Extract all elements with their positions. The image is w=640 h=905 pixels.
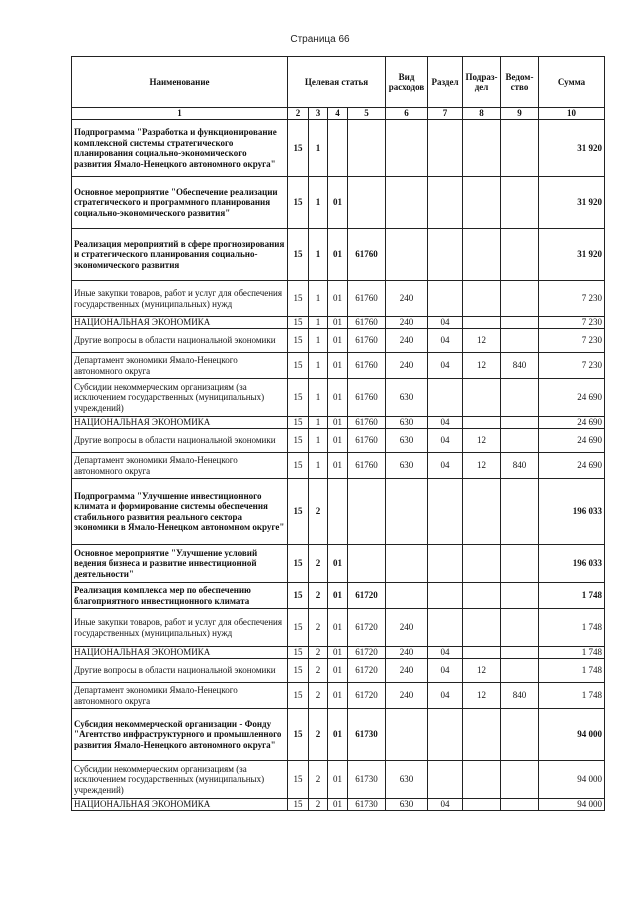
target-code-cell <box>348 479 386 545</box>
vedomstvo-cell: 840 <box>501 683 539 709</box>
target-code-cell: 61720 <box>348 659 386 683</box>
sum-cell: 1 748 <box>539 659 605 683</box>
vedomstvo-cell <box>501 417 539 429</box>
razdel-cell: 04 <box>428 317 463 329</box>
target-code-cell: 1 <box>309 317 328 329</box>
target-code-cell: 15 <box>288 709 309 761</box>
podrazdel-cell <box>463 229 501 281</box>
table-row <box>72 479 605 545</box>
vid-cell: 630 <box>386 417 428 429</box>
target-code-cell: 15 <box>288 799 309 811</box>
razdel-cell: 04 <box>428 683 463 709</box>
sum-cell: 1 748 <box>539 647 605 659</box>
target-code-cell: 01 <box>328 659 348 683</box>
row-name-cell: Реализация комплекса мер по обеспечению благоприятного инвестиционного климата <box>72 583 288 609</box>
target-code-cell: 1 <box>309 177 328 229</box>
table-row <box>72 229 605 281</box>
header-summa: Сумма <box>539 57 605 108</box>
header-row <box>72 57 605 108</box>
vedomstvo-cell <box>501 647 539 659</box>
vid-cell: 630 <box>386 799 428 811</box>
sum-cell: 1 748 <box>539 683 605 709</box>
table-row <box>72 583 605 609</box>
target-code-cell: 2 <box>309 659 328 683</box>
razdel-cell <box>428 479 463 545</box>
razdel-cell: 04 <box>428 429 463 453</box>
podrazdel-cell: 12 <box>463 429 501 453</box>
razdel-cell <box>428 379 463 417</box>
table-row <box>72 709 605 761</box>
row-name-cell: Иные закупки товаров, работ и услуг для обеспечения государственных (муниципальных) нужд <box>72 281 288 317</box>
target-code-cell: 61720 <box>348 683 386 709</box>
table-row <box>72 429 605 453</box>
header-target: Целевая статья <box>288 57 386 108</box>
col-number: 4 <box>328 108 348 120</box>
target-code-cell: 1 <box>309 229 328 281</box>
podrazdel-cell <box>463 317 501 329</box>
vedomstvo-cell <box>501 229 539 281</box>
target-code-cell: 1 <box>309 429 328 453</box>
sum-cell: 24 690 <box>539 429 605 453</box>
vedomstvo-cell <box>501 479 539 545</box>
table-row <box>72 317 605 329</box>
target-code-cell: 61760 <box>348 317 386 329</box>
sum-cell: 1 748 <box>539 583 605 609</box>
vid-cell: 240 <box>386 281 428 317</box>
row-name-cell: Основное мероприятие "Улучшение условий ведения бизнеса и развитие инвестиционной деятельности" <box>72 545 288 583</box>
target-code-cell: 15 <box>288 281 309 317</box>
row-name-cell: НАЦИОНАЛЬНАЯ ЭКОНОМИКА <box>72 647 288 659</box>
vedomstvo-cell <box>501 583 539 609</box>
target-code-cell: 15 <box>288 429 309 453</box>
sum-cell: 24 690 <box>539 417 605 429</box>
row-name-cell: Департамент экономики Ямало-Ненецкого автономного округа <box>72 683 288 709</box>
row-name-cell: Подпрограмма "Разработка и функционирование комплексной системы стратегического планирования социально-экономического развития Ямало-Ненецкого автономного округа" <box>72 120 288 177</box>
target-code-cell: 61730 <box>348 799 386 811</box>
razdel-cell: 04 <box>428 353 463 379</box>
row-name-cell: Субсидии некоммерческим организациям (за исключением государственных (муниципальных) учреждений) <box>72 379 288 417</box>
target-code-cell: 01 <box>328 177 348 229</box>
target-code-cell: 01 <box>328 761 348 799</box>
column-number-row <box>72 108 605 120</box>
vid-cell: 240 <box>386 329 428 353</box>
target-code-cell: 2 <box>309 799 328 811</box>
target-code-cell: 2 <box>309 545 328 583</box>
table-row <box>72 453 605 479</box>
vid-cell: 630 <box>386 453 428 479</box>
col-number: 5 <box>348 108 386 120</box>
razdel-cell <box>428 177 463 229</box>
table-row <box>72 609 605 647</box>
col-number: 2 <box>288 108 309 120</box>
budget-table <box>71 56 605 811</box>
row-name-cell: Другие вопросы в области национальной экономики <box>72 429 288 453</box>
vid-cell: 630 <box>386 429 428 453</box>
podrazdel-cell <box>463 417 501 429</box>
target-code-cell: 2 <box>309 583 328 609</box>
sum-cell: 7 230 <box>539 281 605 317</box>
table-body <box>72 120 605 811</box>
col-number: 9 <box>501 108 539 120</box>
target-code-cell <box>348 120 386 177</box>
vid-cell: 240 <box>386 683 428 709</box>
page-label: Страница 66 <box>290 34 350 45</box>
target-code-cell: 01 <box>328 281 348 317</box>
target-code-cell: 61760 <box>348 329 386 353</box>
sum-cell: 7 230 <box>539 317 605 329</box>
target-code-cell: 61720 <box>348 647 386 659</box>
row-name-cell: Другие вопросы в области национальной экономики <box>72 659 288 683</box>
target-code-cell: 15 <box>288 659 309 683</box>
podrazdel-cell: 12 <box>463 453 501 479</box>
target-code-cell <box>348 177 386 229</box>
target-code-cell <box>328 120 348 177</box>
target-code-cell: 01 <box>328 583 348 609</box>
target-code-cell: 15 <box>288 583 309 609</box>
sum-cell: 7 230 <box>539 353 605 379</box>
row-name-cell: Департамент экономики Ямало-Ненецкого автономного округа <box>72 453 288 479</box>
vedomstvo-cell <box>501 120 539 177</box>
sum-cell: 31 920 <box>539 229 605 281</box>
vid-cell <box>386 709 428 761</box>
razdel-cell <box>428 545 463 583</box>
sum-cell: 196 033 <box>539 479 605 545</box>
podrazdel-cell <box>463 709 501 761</box>
target-code-cell: 61760 <box>348 281 386 317</box>
vid-cell <box>386 177 428 229</box>
podrazdel-cell <box>463 761 501 799</box>
target-code-cell: 1 <box>309 417 328 429</box>
vid-cell <box>386 120 428 177</box>
row-name-cell: Иные закупки товаров, работ и услуг для обеспечения государственных (муниципальных) нужд <box>72 609 288 647</box>
podrazdel-cell <box>463 545 501 583</box>
vid-cell: 240 <box>386 609 428 647</box>
target-code-cell: 01 <box>328 417 348 429</box>
target-code-cell: 2 <box>309 647 328 659</box>
target-code-cell: 01 <box>328 229 348 281</box>
vedomstvo-cell <box>501 659 539 683</box>
row-name-cell: НАЦИОНАЛЬНАЯ ЭКОНОМИКА <box>72 799 288 811</box>
target-code-cell: 61730 <box>348 709 386 761</box>
target-code-cell: 01 <box>328 647 348 659</box>
row-name-cell: НАЦИОНАЛЬНАЯ ЭКОНОМИКА <box>72 417 288 429</box>
sum-cell: 94 000 <box>539 709 605 761</box>
target-code-cell: 01 <box>328 353 348 379</box>
target-code-cell: 2 <box>309 683 328 709</box>
table-row <box>72 177 605 229</box>
vedomstvo-cell <box>501 281 539 317</box>
row-name-cell: Субсидия некоммерческой организации - Фонду "Агентство инфраструктурного и промышленного развития Ямало-Ненецкого автономного округа" <box>72 709 288 761</box>
target-code-cell: 15 <box>288 453 309 479</box>
target-code-cell: 61720 <box>348 609 386 647</box>
row-name-cell: НАЦИОНАЛЬНАЯ ЭКОНОМИКА <box>72 317 288 329</box>
target-code-cell: 01 <box>328 545 348 583</box>
razdel-cell: 04 <box>428 799 463 811</box>
vid-cell: 630 <box>386 761 428 799</box>
target-code-cell: 2 <box>309 609 328 647</box>
target-code-cell: 1 <box>309 353 328 379</box>
target-code-cell: 15 <box>288 609 309 647</box>
sum-cell: 94 000 <box>539 799 605 811</box>
row-name-cell: Другие вопросы в области национальной экономики <box>72 329 288 353</box>
razdel-cell <box>428 229 463 281</box>
sum-cell: 196 033 <box>539 545 605 583</box>
target-code-cell: 01 <box>328 379 348 417</box>
sum-cell: 31 920 <box>539 120 605 177</box>
vedomstvo-cell <box>501 545 539 583</box>
podrazdel-cell <box>463 479 501 545</box>
podrazdel-cell: 12 <box>463 659 501 683</box>
target-code-cell: 61760 <box>348 379 386 417</box>
sum-cell: 24 690 <box>539 379 605 417</box>
target-code-cell: 1 <box>309 453 328 479</box>
vedomstvo-cell <box>501 799 539 811</box>
header-vid: Вид расходов <box>386 57 428 108</box>
podrazdel-cell <box>463 647 501 659</box>
razdel-cell <box>428 120 463 177</box>
col-number: 3 <box>309 108 328 120</box>
target-code-cell: 1 <box>309 281 328 317</box>
target-code-cell: 15 <box>288 479 309 545</box>
razdel-cell <box>428 709 463 761</box>
vid-cell <box>386 583 428 609</box>
table-row <box>72 545 605 583</box>
target-code-cell: 15 <box>288 417 309 429</box>
vedomstvo-cell <box>501 761 539 799</box>
table-row <box>72 120 605 177</box>
table-row <box>72 659 605 683</box>
vid-cell: 240 <box>386 353 428 379</box>
target-code-cell: 61760 <box>348 229 386 281</box>
vedomstvo-cell: 840 <box>501 353 539 379</box>
col-number: 8 <box>463 108 501 120</box>
target-code-cell: 15 <box>288 647 309 659</box>
table-row <box>72 379 605 417</box>
table-row <box>72 417 605 429</box>
vid-cell <box>386 479 428 545</box>
sum-cell: 24 690 <box>539 453 605 479</box>
target-code-cell: 2 <box>309 761 328 799</box>
row-name-cell: Подпрограмма "Улучшение инвестиционного климата и формирование системы обеспечения стабильного развития реального сектора экономики в Ямало-Ненецком автономном округе" <box>72 479 288 545</box>
podrazdel-cell: 12 <box>463 329 501 353</box>
vedomstvo-cell <box>501 177 539 229</box>
col-number: 1 <box>72 108 288 120</box>
col-number: 6 <box>386 108 428 120</box>
target-code-cell <box>328 479 348 545</box>
target-code-cell: 61760 <box>348 353 386 379</box>
vedomstvo-cell <box>501 317 539 329</box>
target-code-cell: 15 <box>288 229 309 281</box>
table-row <box>72 353 605 379</box>
table-row <box>72 683 605 709</box>
header-name: Наименование <box>72 57 288 108</box>
header-podrazdel: Подраз-дел <box>463 57 501 108</box>
target-code-cell: 2 <box>309 709 328 761</box>
target-code-cell: 01 <box>328 453 348 479</box>
table-row <box>72 329 605 353</box>
target-code-cell: 01 <box>328 329 348 353</box>
row-name-cell: Реализация мероприятий в сфере прогнозирования и стратегического планирования социально-экономического развития <box>72 229 288 281</box>
table-row <box>72 799 605 811</box>
header-razdel: Раздел <box>428 57 463 108</box>
target-code-cell: 01 <box>328 709 348 761</box>
vedomstvo-cell <box>501 709 539 761</box>
target-code-cell: 15 <box>288 329 309 353</box>
row-name-cell: Основное мероприятие "Обеспечение реализации стратегического и программного планирования социально-экономического развития" <box>72 177 288 229</box>
vid-cell <box>386 545 428 583</box>
target-code-cell: 01 <box>328 429 348 453</box>
vid-cell <box>386 229 428 281</box>
vedomstvo-cell <box>501 429 539 453</box>
target-code-cell: 15 <box>288 120 309 177</box>
row-name-cell: Департамент экономики Ямало-Ненецкого автономного округа <box>72 353 288 379</box>
target-code-cell: 15 <box>288 177 309 229</box>
razdel-cell: 04 <box>428 659 463 683</box>
target-code-cell: 1 <box>309 120 328 177</box>
podrazdel-cell <box>463 177 501 229</box>
target-code-cell: 15 <box>288 545 309 583</box>
sum-cell: 94 000 <box>539 761 605 799</box>
target-code-cell: 15 <box>288 353 309 379</box>
target-code-cell: 61760 <box>348 453 386 479</box>
target-code-cell: 01 <box>328 609 348 647</box>
podrazdel-cell: 12 <box>463 353 501 379</box>
razdel-cell: 04 <box>428 453 463 479</box>
vid-cell: 240 <box>386 659 428 683</box>
target-code-cell: 01 <box>328 683 348 709</box>
target-code-cell: 61720 <box>348 583 386 609</box>
header-vedomstvo: Ведом-ство <box>501 57 539 108</box>
target-code-cell: 01 <box>328 799 348 811</box>
razdel-cell <box>428 761 463 799</box>
table-row <box>72 647 605 659</box>
sum-cell: 31 920 <box>539 177 605 229</box>
target-code-cell: 61730 <box>348 761 386 799</box>
sum-cell: 1 748 <box>539 609 605 647</box>
podrazdel-cell <box>463 120 501 177</box>
target-code-cell: 15 <box>288 683 309 709</box>
target-code-cell: 61760 <box>348 417 386 429</box>
target-code-cell: 1 <box>309 329 328 353</box>
row-name-cell: Субсидии некоммерческим организациям (за исключением государственных (муниципальных) учреждений) <box>72 761 288 799</box>
razdel-cell: 04 <box>428 417 463 429</box>
sum-cell: 7 230 <box>539 329 605 353</box>
target-code-cell <box>348 545 386 583</box>
razdel-cell <box>428 609 463 647</box>
razdel-cell <box>428 281 463 317</box>
table-row <box>72 761 605 799</box>
razdel-cell: 04 <box>428 329 463 353</box>
vedomstvo-cell: 840 <box>501 453 539 479</box>
vedomstvo-cell <box>501 609 539 647</box>
podrazdel-cell <box>463 609 501 647</box>
razdel-cell <box>428 583 463 609</box>
vid-cell: 630 <box>386 379 428 417</box>
col-number: 10 <box>539 108 605 120</box>
target-code-cell: 1 <box>309 379 328 417</box>
vedomstvo-cell <box>501 379 539 417</box>
target-code-cell: 15 <box>288 379 309 417</box>
podrazdel-cell: 12 <box>463 683 501 709</box>
target-code-cell: 61760 <box>348 429 386 453</box>
vid-cell: 240 <box>386 317 428 329</box>
target-code-cell: 15 <box>288 317 309 329</box>
col-number: 7 <box>428 108 463 120</box>
table-row <box>72 281 605 317</box>
podrazdel-cell <box>463 799 501 811</box>
podrazdel-cell <box>463 281 501 317</box>
target-code-cell: 2 <box>309 479 328 545</box>
target-code-cell: 01 <box>328 317 348 329</box>
podrazdel-cell <box>463 379 501 417</box>
target-code-cell: 15 <box>288 761 309 799</box>
vedomstvo-cell <box>501 329 539 353</box>
vid-cell: 240 <box>386 647 428 659</box>
podrazdel-cell <box>463 583 501 609</box>
razdel-cell: 04 <box>428 647 463 659</box>
